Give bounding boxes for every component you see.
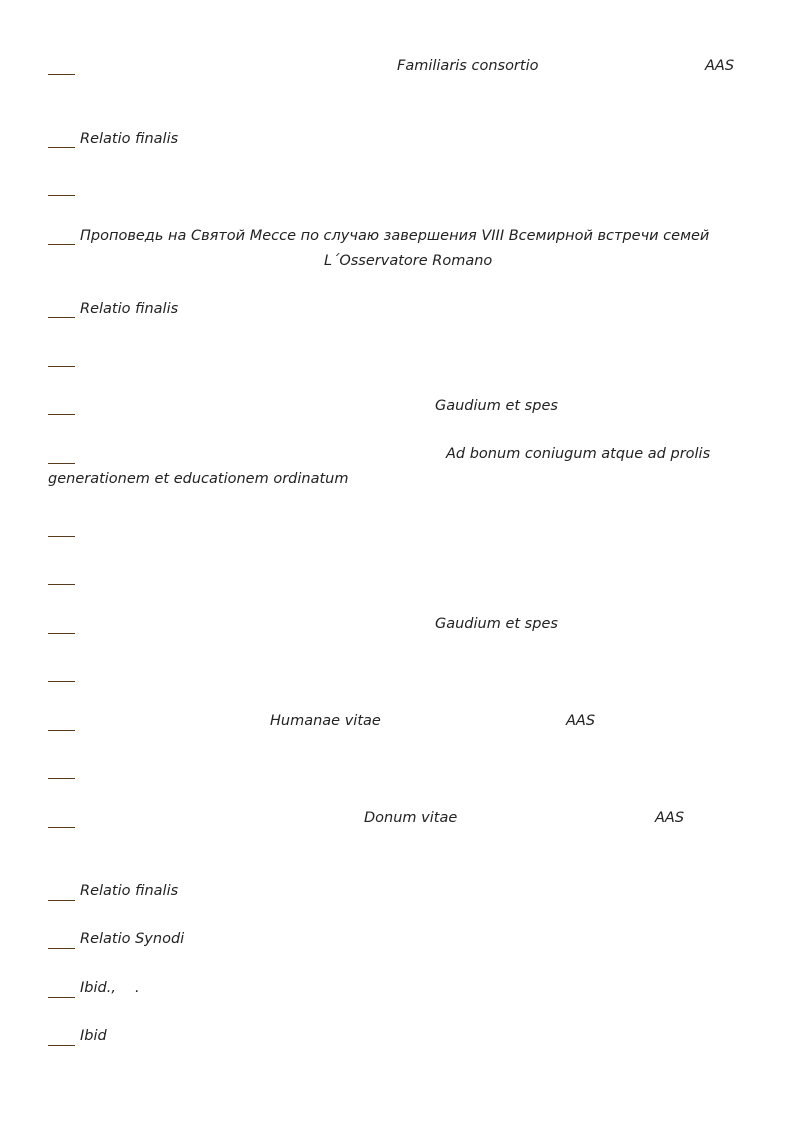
footnote-rule	[48, 317, 75, 318]
footnote-rule	[48, 730, 75, 731]
footnote-rule	[48, 147, 75, 148]
footnote-text: Relatio Synodi	[80, 931, 185, 947]
footnote-rule	[48, 1045, 75, 1046]
footnote-rule	[48, 74, 75, 75]
footnote-text: Relatio finalis	[80, 883, 179, 899]
footnote-rule	[48, 584, 75, 585]
footnote-rule	[48, 681, 75, 682]
footnote-text: L´Osservatore Romano	[324, 253, 493, 269]
footnote-text: AAS	[705, 58, 735, 74]
footnote-text: Relatio finalis	[80, 131, 179, 147]
footnote-text: Humanae vitae	[270, 713, 381, 729]
footnote-text: .	[135, 980, 140, 996]
footnote-rule	[48, 414, 75, 415]
footnote-text: Gaudium et spes	[435, 616, 558, 632]
footnote-text: Familiaris consortio	[397, 58, 539, 74]
footnote-text: Gaudium et spes	[435, 398, 558, 414]
footnote-rule	[48, 827, 75, 828]
footnote-text: Проповедь на Святой Мессе по случаю завершения VIII Всемирной встречи семей	[80, 228, 710, 244]
footnote-rule	[48, 633, 75, 634]
footnote-text: Relatio finalis	[80, 301, 179, 317]
footnote-rule	[48, 463, 75, 464]
footnote-rule	[48, 948, 75, 949]
footnote-text: Donum vitae	[364, 810, 458, 826]
footnote-rule	[48, 997, 75, 998]
footnote-text: Ad bonum coniugum atque ad prolis	[446, 446, 711, 462]
footnote-rule	[48, 900, 75, 901]
footnote-rule	[48, 195, 75, 196]
footnote-rule	[48, 244, 75, 245]
footnote-text: AAS	[655, 810, 685, 826]
footnote-rule	[48, 778, 75, 779]
footnote-rule	[48, 536, 75, 537]
footnote-text: generationem et educationem ordinatum	[48, 471, 349, 487]
footnote-text: Ibid.,	[80, 980, 116, 996]
footnote-text: Ibid	[80, 1028, 107, 1044]
footnote-text: AAS	[566, 713, 596, 729]
footnote-rule	[48, 366, 75, 367]
